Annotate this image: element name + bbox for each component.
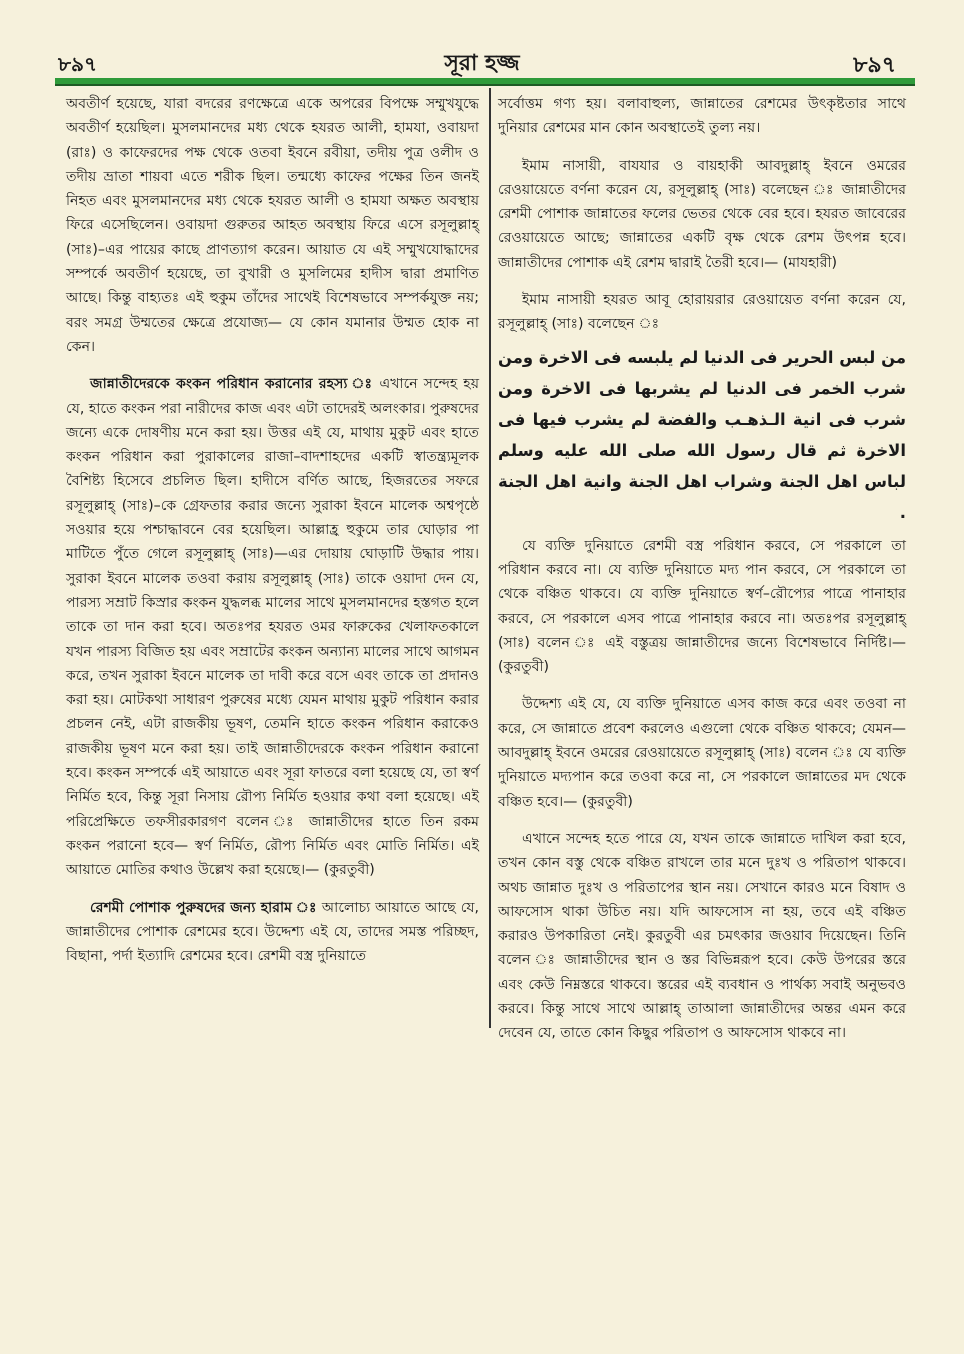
page-number-right: ৮৯৭ xyxy=(853,53,896,78)
right-column xyxy=(498,92,906,1051)
page-number-left: ৮৯৭ xyxy=(58,52,97,76)
left-paragraph-3 xyxy=(66,896,479,969)
left-paragraph-2 xyxy=(66,372,479,882)
right-paragraph-6: এখানে সন্দেহ হতে পারে যে, যখন তাকে জান্নাতে দাখিল করা হবে, তখন কোন বস্তু থেকে বঞ্চিত রাখলে তার মনে দুঃখ ও পরিতাপ থাকবে। অথচ জান্নাত দুঃখ ও পরিতাপের স্থান নয়। সেখানে কারও মনে বিষাদ ও আফসোস থাকা উচিত নয়। যদি আফসোস না হয়, তবে এই বঞ্চিত করারও উপকারিতা নেই। কুরতুবী এর চমৎকার জওয়াব দিয়েছেন। তিনি বলেন ঃ জান্নাতীদের স্থান ও স্তর বিভিন্নরূপ হবে। কেউ উপরের স্তরে এবং কেউ নিম্নস্তরে থাকবে। স্তরের এই ব্যবধান ও পার্থক্য সবাই অনুভবও করবে। কিন্তু সাথে সাথে আল্লাহ্ তাআলা জান্নাতীদের অন্তর এমন করে দেবেন যে, তাতে কোন কিছুর পরিতাপ ও আফসোস থাকবে না। xyxy=(498,830,906,1042)
column-divider xyxy=(489,88,491,1028)
bracelet-text: এখানে সন্দেহ হয় যে, হাতে কংকন পরা নারীদের কাজ এবং এটা তাদেরই অলংকার। পুরুষদের জন্যে একে দোষণীয় মনে করা হয়। উত্তর এই যে, মাথায় মুকুট এবং হাতে কংকন পরিধান করা পুরাকালের রাজা–বাদশাহদের একটি স্বাতন্ত্র্যমূলক বৈশিষ্ট্য হিসেবে প্রচলিত ছিল। হাদীসে বর্ণিত আছে, হিজরতের সফরে রসূলুল্লাহ্ (সাঃ)–কে গ্রেফতার করার জন্যে সুরাকা ইবনে মালেক অশ্বপৃষ্ঠে সওয়ার হয়ে পশ্চাদ্ধাবনে বের হয়েছিল। আল্লাহ্র হুকুমে তার ঘোড়ার পা মাটিতে পুঁতে গেলে রসূলুল্লাহ্ (সাঃ)—এর দোয়ায় ঘোড়াটি উদ্ধার পায়। সুরাকা ইবনে মালেক তওবা করায় রসূলুল্লাহ্ (সাঃ) তাকে ওয়াদা দেন যে, পারস্য সম্রাট কিস্রার কংকন যুদ্ধলব্ধ মালের সাথে মুসলমানদের হস্তগত হলে তাকে তা দান করা হবে। অতঃপর হযরত ওমর ফারুকের খেলাফতকালে যখন পারস্য বিজিত হয় এবং সম্রাটের কংকন অন্যান্য মালের সাথে আগমন করে, তখন সুরাকা ইবনে মালেক তা দাবী করে বসে এবং তাকে তা প্রদানও করা হয়। মোটকথা সাধারণ পুরুষের মধ্যে যেমন মাথায় মুকুট পরিধান করার প্রচলন নেই, এটা রাজকীয় ভূষণ, তেমনি হাতে কংকন পরিধান করাকেও রাজকীয় ভূষণ মনে করা হয়। তাই জান্নাতীদেরকে কংকন পরিধান করানো হবে। কংকন সম্পর্কে এই আয়াতে এবং সূরা ফাতরে বলা হয়েছে যে, তা স্বর্ণ নির্মিত হবে, কিন্তু সূরা নিসায় রৌপ্য নির্মিত হওয়ার কথা বলা হয়েছে। এই পরিপ্রেক্ষিতে তফসীরকারগণ বলেন ঃ জান্নাতীদের হাতে তিন রকম কংকন পরানো হবে— স্বর্ণ নির্মিত, রৌপ্য নির্মিত এবং মোতি নির্মিত। এই আয়াতে মোতির কথাও উল্লেখ করা হয়েছে।— (কুরতুবী) xyxy=(66,376,479,879)
right-paragraph-1: সর্বোত্তম গণ্য হয়। বলাবাহুল্য, জান্নাতের রেশমের উৎকৃষ্টতার সাথে দুনিয়ার রেশমের মান কোন অবস্থাতেই তুল্য নয়। xyxy=(498,96,906,137)
silk-text: আলোচ্য আয়াতে আছে যে, জান্নাতীদের পোশাক রেশমের হবে। উদ্দেশ্য এই যে, তাদের সমস্ত পরিচ্ছদ, বিছানা, পর্দা ইত্যাদি রেশমের হবে। রেশমী বস্ত্র দুনিয়াতে xyxy=(66,899,480,965)
right-paragraph-4: যে ব্যক্তি দুনিয়াতে রেশমী বস্ত্র পরিধান করবে, সে পরকালে তা পরিধান করবে না। যে ব্যক্তি দুনিয়াতে মদ্য পান করবে, সে পরকালে তা থেকে বঞ্চিত থাকবে। যে ব্যক্তি দুনিয়াতে স্বর্ণ–রৌপ্যের পাত্রে পানাহার করবে, সে পরকালে এসব পাত্রে পানাহার করবে না। অতঃপর রসূলুল্লাহ্ (সাঃ) বলেন ঃ এই বস্তুত্রয় জান্নাতীদের জন্যে বিশেষভাবে নির্দিষ্ট।— (কুরতুবী) xyxy=(498,537,906,676)
right-paragraph-5: উদ্দেশ্য এই যে, যে ব্যক্তি দুনিয়াতে এসব কাজ করে এবং তওবা না করে, সে জান্নাতে প্রবেশ করলেও এগুলো থেকে বঞ্চিত থাকবে; যেমন— আবদুল্লাহ্ ইবনে ওমরের রেওয়ায়েতে রসূলুল্লাহ্ (সাঃ) বলেন ঃ যে ব্যক্তি দুনিয়াতে মদ্যপান করে তওবা করে না, সে পরকালে জান্নাতের মদ থেকে বঞ্চিত হবে।— (কুরতুবী) xyxy=(498,696,906,810)
surah-title: সূরা হজ্জ xyxy=(444,51,520,76)
silk-heading: রেশমী পোশাক পুরুষদের জন্য হারাম ঃ xyxy=(90,899,317,916)
arabic-hadith: من لبس الحرير فى الدنيا لم يلبسه فى الاخرة ومن شرب الخمر فى الدنيا لم يشربها فى الاخرة ومن شرب فى انية الـذهـب والفضة لم يشرب فيها فى الاخرة ثم قال رسول الله صلى الله عليه وسلم لباس اهل الجنة وشراب اهل الجنة وانية اهل الجنة . xyxy=(498,347,906,522)
page-header xyxy=(0,44,964,76)
left-paragraph-1: অবতীর্ণ হয়েছে, যারা বদরের রণক্ষেত্রে একে অপরের বিপক্ষে সম্মুখযুদ্ধে অবতীর্ণ হয়েছিল। মুসলমানদের মধ্য থেকে হযরত আলী, হামযা, ওবায়দা (রাঃ) ও কাফেরদের পক্ষ থেকে ওতবা ইবনে রবীয়া, তদীয় পুত্র ওলীদ ও তদীয় ভ্রাতা শায়বা এতে শরীক ছিল। তন্মধ্যে কাফের পক্ষের তিন জনই নিহত এবং মুসলমানদের মধ্য থেকে হযরত আলী ও হামযা অক্ষত অবস্থায় ফিরে এসেছিলেন। ওবায়দা গুরুতর আহত অবস্থায় ফিরে এসে রসূলুল্লাহ্ (সাঃ)–এর পায়ের কাছে প্রাণত্যাগ করেন। আয়াত যে এই সম্মুখযোদ্ধাদের সম্পর্কে অবতীর্ণ হয়েছে, তা বুখারী ও মুসলিমের হাদীস দ্বারা প্রমাণিত আছে। কিন্তু বাহ্যতঃ এই হুকুম তাঁদের সাথেই বিশেষভাবে সম্পর্কযুক্ত নয়; বরং সমগ্র উম্মতের ক্ষেত্রে প্রযোজ্য— যে কোন যমানার উম্মত হোক না কেন। xyxy=(66,96,479,355)
right-paragraph-2: ইমাম নাসায়ী, বাযযার ও বায়হাকী আবদুল্লাহ্ ইবনে ওমরের রেওয়ায়েতে বর্ণনা করেন যে, রসূলুল্লাহ্ (সাঃ) বলেছেন ঃ জান্নাতীদের রেশমী পোশাক জান্নাতের ফলের ভেতর থেকে বের হবে। হযরত জাবেরের রেওয়ায়েতে আছে; জান্নাতের একটি বৃক্ষ থেকে রেশম উৎপন্ন হবে। জান্নাতীদের পোশাক এই রেশম দ্বারাই তৈরী হবে।— (মাযহারী) xyxy=(498,157,906,271)
bracelet-heading: জান্নাতীদেরকে কংকন পরিধান করানোর রহস্য ঃ xyxy=(90,376,374,393)
left-column xyxy=(66,92,479,973)
right-paragraph-3: ইমাম নাসায়ী হযরত আবূ হোরায়রার রেওয়ায়েত বর্ণনা করেন যে, রসূলুল্লাহ্ (সাঃ) বলেছেন ঃ xyxy=(498,292,906,333)
header-rule-shadow xyxy=(55,84,915,86)
